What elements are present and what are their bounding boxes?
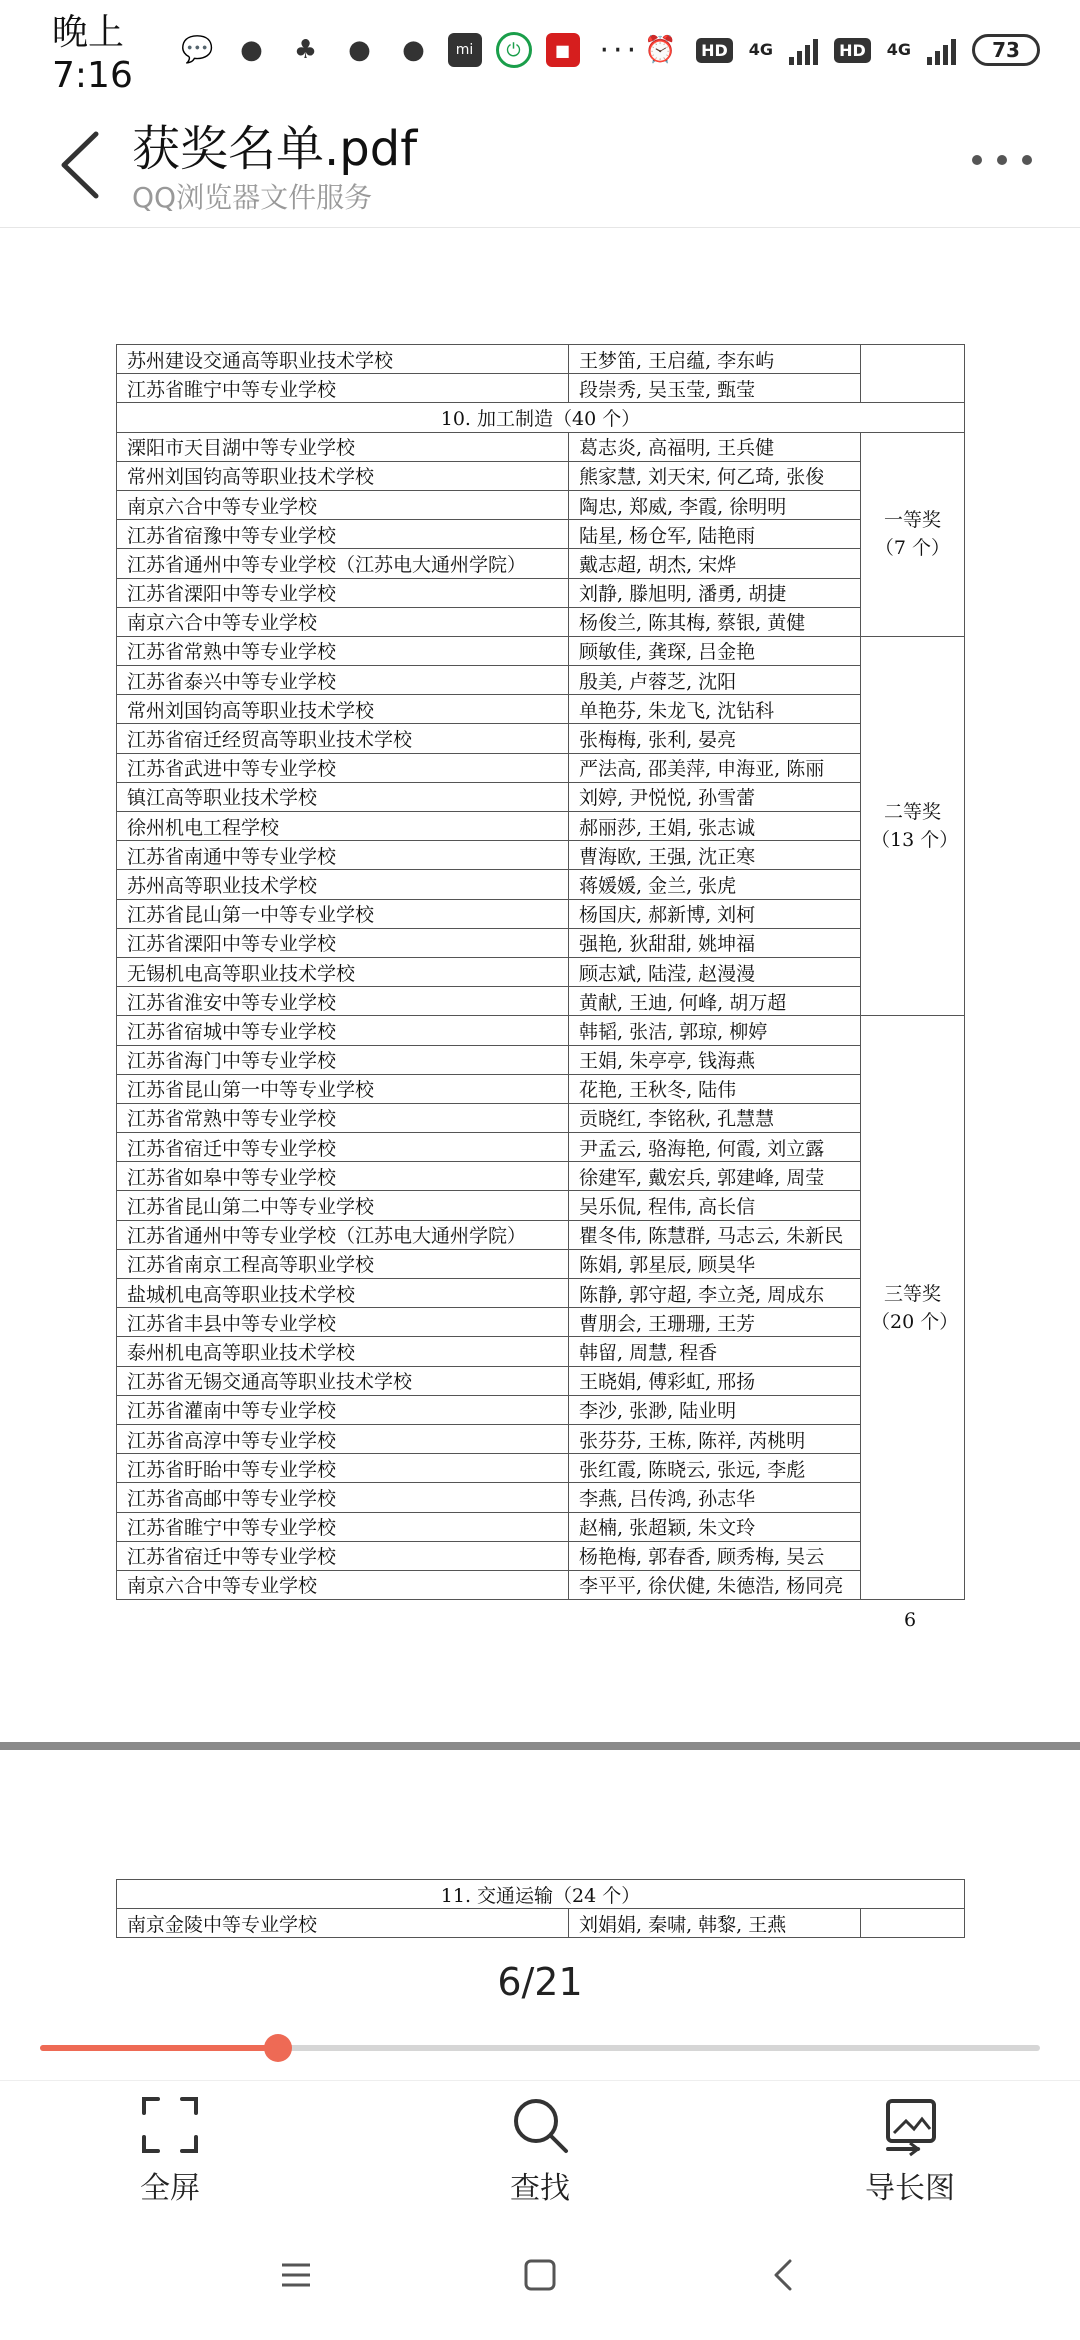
system-nav-bar [0, 2210, 1080, 2340]
power-icon: ⏻ [496, 32, 532, 68]
names-cell: 瞿冬伟, 陈慧群, 马志云, 朱新民 [569, 1220, 861, 1249]
status-bar [0, 0, 1080, 100]
names-cell: 贡晓红, 李铭秋, 孔慧慧 [569, 1103, 861, 1132]
school-cell: 苏州建设交通高等职业技术学校 [117, 345, 569, 374]
table-row [117, 724, 965, 753]
page-navigator [0, 1950, 1080, 2080]
names-cell: 葛志炎, 高福明, 王兵健 [569, 432, 861, 461]
table-row [117, 782, 965, 811]
school-cell: 江苏省通州中等专业学校（江苏电大通州学院） [117, 549, 569, 578]
page-indicator: 6/21 [497, 1960, 583, 2004]
table-row [117, 1103, 965, 1132]
school-cell: 江苏省常熟中等专业学校 [117, 636, 569, 665]
table-row [117, 1512, 965, 1541]
names-cell: 王晓娟, 傅彩虹, 邢扬 [569, 1366, 861, 1395]
app-icon: ■ [546, 33, 580, 67]
award-table-page-7 [116, 1879, 965, 1938]
table-row [117, 1191, 965, 1220]
table-row [117, 841, 965, 870]
school-cell: 江苏省武进中等专业学校 [117, 753, 569, 782]
fullscreen-label: 全屏 [140, 2171, 200, 2206]
school-cell: 镇江高等职业技术学校 [117, 782, 569, 811]
table-row [117, 1395, 965, 1424]
school-cell: 常州刘国钧高等职业技术学校 [117, 461, 569, 490]
signal-icon [789, 35, 818, 65]
more-notifications-icon: ··· [599, 32, 641, 68]
hd-icon: HD [696, 38, 733, 63]
table-row [117, 1909, 965, 1938]
table-row [117, 432, 965, 461]
app-header [0, 100, 1080, 228]
qq-icon: ♣ [293, 35, 318, 65]
page-slider[interactable] [40, 2045, 1040, 2051]
award-count: （20 个） [871, 1310, 959, 1333]
table-row [117, 1045, 965, 1074]
table-row [117, 461, 965, 490]
names-cell: 陈娟, 郭星辰, 顾昊华 [569, 1249, 861, 1278]
pdf-viewer[interactable] [0, 229, 1080, 2080]
award-count: （7 个） [874, 537, 951, 560]
table-row [117, 374, 965, 403]
table-row [117, 1308, 965, 1337]
table-row [117, 1483, 965, 1512]
names-cell: 严法高, 邵美萍, 申海亚, 陈丽 [569, 753, 861, 782]
table-row [117, 520, 965, 549]
school-cell: 泰州机电高等职业技术学校 [117, 1337, 569, 1366]
names-cell: 熊家慧, 刘天宋, 何乙琦, 张俊 [569, 461, 861, 490]
school-cell: 常州刘国钧高等职业技术学校 [117, 695, 569, 724]
school-cell: 江苏省高淳中等专业学校 [117, 1424, 569, 1453]
school-cell: 江苏省睢宁中等专业学校 [117, 374, 569, 403]
network-type-icon: 4G [748, 40, 774, 59]
school-cell: 苏州高等职业技术学校 [117, 870, 569, 899]
names-cell: 单艳芬, 朱龙飞, 沈钻科 [569, 695, 861, 724]
back-arrow-icon[interactable] [56, 130, 106, 200]
names-cell: 韩韬, 张洁, 郭琼, 柳婷 [569, 1016, 861, 1045]
table-row [117, 1880, 965, 1909]
table-row [117, 812, 965, 841]
award-level: 一等奖 [883, 509, 941, 532]
section-title-cell: 11. 交通运输（24 个） [117, 1880, 965, 1909]
page-slider-thumb[interactable] [264, 2034, 292, 2062]
find-label: 查找 [510, 2171, 570, 2206]
school-cell: 江苏省睢宁中等专业学校 [117, 1512, 569, 1541]
alarm-icon: ⏰ [643, 35, 677, 65]
table-row [117, 753, 965, 782]
award-cell [861, 1016, 965, 1600]
table-row [117, 1016, 965, 1045]
names-cell: 李燕, 吕传鸿, 孙志华 [569, 1483, 861, 1512]
award-table-page-6 [116, 344, 965, 1600]
school-cell: 江苏省南通中等专业学校 [117, 841, 569, 870]
names-cell: 郝丽莎, 王娟, 张志诚 [569, 812, 861, 841]
school-cell: 江苏省南京工程高等职业学校 [117, 1249, 569, 1278]
award-level: 三等奖 [883, 1282, 941, 1305]
page-slider-fill [40, 2045, 278, 2051]
names-cell: 段崇秀, 吴玉莹, 甄莹 [569, 374, 861, 403]
school-cell: 江苏省昆山第一中等专业学校 [117, 1074, 569, 1103]
school-cell: 江苏省高邮中等专业学校 [117, 1483, 569, 1512]
names-cell: 杨国庆, 郝新博, 刘柯 [569, 899, 861, 928]
names-cell: 顾敏佳, 龚琛, 吕金艳 [569, 636, 861, 665]
school-cell: 溧阳市天目湖中等专业学校 [117, 432, 569, 461]
names-cell: 张红霞, 陈晓云, 张远, 李彪 [569, 1454, 861, 1483]
school-cell: 江苏省宿迁经贸高等职业技术学校 [117, 724, 569, 753]
names-cell: 杨艳梅, 郭春香, 顾秀梅, 吴云 [569, 1541, 861, 1570]
school-cell: 江苏省溧阳中等专业学校 [117, 928, 569, 957]
school-cell: 南京六合中等专业学校 [117, 607, 569, 636]
table-row [117, 1279, 965, 1308]
school-cell: 江苏省如皋中等专业学校 [117, 1162, 569, 1191]
names-cell: 刘娟娟, 秦啸, 韩黎, 王燕 [569, 1909, 861, 1938]
find-button[interactable] [450, 2081, 630, 2210]
long-image-icon [878, 2093, 942, 2157]
table-row [117, 1541, 965, 1570]
back-button[interactable] [762, 2253, 806, 2297]
file-subtitle: QQ浏览器文件服务 [132, 181, 373, 214]
wechat-icon: ● [402, 35, 425, 65]
names-cell: 赵楠, 张超颖, 朱文玲 [569, 1512, 861, 1541]
names-cell: 殷美, 卢蓉芝, 沈阳 [569, 666, 861, 695]
message-icon: 💬 [181, 35, 214, 65]
school-cell: 江苏省无锡交通高等职业技术学校 [117, 1366, 569, 1395]
long-image-button[interactable] [820, 2081, 1000, 2210]
table-row [117, 636, 965, 665]
table-row [117, 490, 965, 519]
recent-apps-button[interactable] [274, 2253, 318, 2297]
names-cell: 蒋媛媛, 金兰, 张虎 [569, 870, 861, 899]
school-cell: 江苏省昆山第二中等专业学校 [117, 1191, 569, 1220]
notification-icons [178, 30, 641, 70]
names-cell: 李平平, 徐伏健, 朱德浩, 杨同亮 [569, 1570, 861, 1599]
table-row [117, 899, 965, 928]
table-row [117, 1133, 965, 1162]
names-cell: 张梅梅, 张利, 晏亮 [569, 724, 861, 753]
school-cell: 江苏省淮安中等专业学校 [117, 987, 569, 1016]
school-cell: 南京金陵中等专业学校 [117, 1909, 569, 1938]
school-cell: 徐州机电工程学校 [117, 812, 569, 841]
home-button[interactable] [518, 2253, 562, 2297]
mi-store-icon: mi [448, 33, 482, 67]
table-row [117, 607, 965, 636]
bottom-toolbar [0, 2080, 1080, 2210]
fullscreen-icon [138, 2093, 202, 2157]
table-row [117, 403, 965, 432]
names-cell: 刘静, 滕旭明, 潘勇, 胡捷 [569, 578, 861, 607]
file-title: 获奖名单.pdf [132, 121, 418, 177]
menu-icon [276, 2255, 316, 2295]
school-cell: 南京六合中等专业学校 [117, 1570, 569, 1599]
names-cell: 曹海欧, 王强, 沈正寒 [569, 841, 861, 870]
names-cell: 杨俊兰, 陈其梅, 蔡银, 黄健 [569, 607, 861, 636]
names-cell: 韩留, 周慧, 程香 [569, 1337, 861, 1366]
table-row [117, 1249, 965, 1278]
school-cell: 江苏省海门中等专业学校 [117, 1045, 569, 1074]
system-icons [640, 30, 1040, 70]
school-cell: 盐城机电高等职业技术学校 [117, 1279, 569, 1308]
names-cell: 吴乐侃, 程伟, 高长信 [569, 1191, 861, 1220]
table-row [117, 1424, 965, 1453]
names-cell: 黄献, 王迪, 何峰, 胡万超 [569, 987, 861, 1016]
award-cell [861, 1909, 965, 1938]
names-cell: 强艳, 狄甜甜, 姚坤福 [569, 928, 861, 957]
names-cell: 陈静, 郭守超, 李立尧, 周成东 [569, 1279, 861, 1308]
page-separator [0, 1742, 1080, 1750]
network-type-icon: 4G [886, 40, 911, 59]
school-cell: 江苏省通州中等专业学校（江苏电大通州学院） [117, 1220, 569, 1249]
signal-icon [927, 35, 956, 65]
table-row [117, 578, 965, 607]
names-cell: 李沙, 张渺, 陆业明 [569, 1395, 861, 1424]
names-cell: 张芬芬, 王栋, 陈祥, 芮桃明 [569, 1424, 861, 1453]
names-cell: 刘婷, 尹悦悦, 孙雪蕾 [569, 782, 861, 811]
wechat-icon: ● [240, 35, 263, 65]
table-row [117, 345, 965, 374]
names-cell: 陶忠, 郑威, 李霞, 徐明明 [569, 490, 861, 519]
names-cell: 顾志斌, 陆滢, 赵漫漫 [569, 957, 861, 986]
battery-icon: 73 [972, 34, 1040, 66]
award-cell [861, 345, 965, 403]
school-cell: 无锡机电高等职业技术学校 [117, 957, 569, 986]
page-number: 6 [904, 1609, 917, 1631]
names-cell: 王梦笛, 王启蕴, 李东屿 [569, 345, 861, 374]
table-row [117, 549, 965, 578]
names-cell: 陆星, 杨仓军, 陆艳雨 [569, 520, 861, 549]
school-cell: 江苏省丰县中等专业学校 [117, 1308, 569, 1337]
table-row [117, 1454, 965, 1483]
table-row [117, 666, 965, 695]
table-row [117, 870, 965, 899]
status-time: 晚上7:16 [52, 12, 133, 96]
school-cell: 江苏省宿城中等专业学校 [117, 1016, 569, 1045]
table-row [117, 1220, 965, 1249]
names-cell: 徐建军, 戴宏兵, 郭建峰, 周莹 [569, 1162, 861, 1191]
fullscreen-button[interactable] [80, 2081, 260, 2210]
table-row [117, 928, 965, 957]
award-count: （13 个） [871, 829, 959, 852]
school-cell: 江苏省灌南中等专业学校 [117, 1395, 569, 1424]
table-row [117, 1074, 965, 1103]
school-cell: 江苏省溧阳中等专业学校 [117, 578, 569, 607]
names-cell: 曹朋会, 王珊珊, 王芳 [569, 1308, 861, 1337]
names-cell: 王娟, 朱亭亭, 钱海燕 [569, 1045, 861, 1074]
table-row [117, 1162, 965, 1191]
school-cell: 江苏省宿豫中等专业学校 [117, 520, 569, 549]
names-cell: 花艳, 王秋冬, 陆伟 [569, 1074, 861, 1103]
award-cell [861, 432, 965, 636]
section-title-cell: 10. 加工制造（40 个） [117, 403, 965, 432]
table-row [117, 1366, 965, 1395]
school-cell: 江苏省宿迁中等专业学校 [117, 1541, 569, 1570]
wechat-icon: ● [348, 35, 371, 65]
table-row [117, 987, 965, 1016]
award-cell [861, 636, 965, 1015]
more-options-icon[interactable] [972, 150, 1032, 170]
school-cell: 江苏省盱眙中等专业学校 [117, 1454, 569, 1483]
hd-icon: HD [834, 38, 871, 63]
school-cell: 江苏省泰兴中等专业学校 [117, 666, 569, 695]
names-cell: 尹孟云, 骆海艳, 何霞, 刘立露 [569, 1133, 861, 1162]
names-cell: 戴志超, 胡杰, 宋烨 [569, 549, 861, 578]
back-chevron-icon [764, 2255, 804, 2295]
school-cell: 江苏省昆山第一中等专业学校 [117, 899, 569, 928]
table-row [117, 695, 965, 724]
award-level: 二等奖 [883, 801, 941, 824]
school-cell: 江苏省宿迁中等专业学校 [117, 1133, 569, 1162]
table-row [117, 1337, 965, 1366]
search-icon [508, 2093, 572, 2157]
table-row [117, 1570, 965, 1599]
long-image-label: 导长图 [865, 2171, 955, 2206]
school-cell: 江苏省常熟中等专业学校 [117, 1103, 569, 1132]
home-square-icon [520, 2255, 560, 2295]
table-row [117, 957, 965, 986]
school-cell: 南京六合中等专业学校 [117, 490, 569, 519]
